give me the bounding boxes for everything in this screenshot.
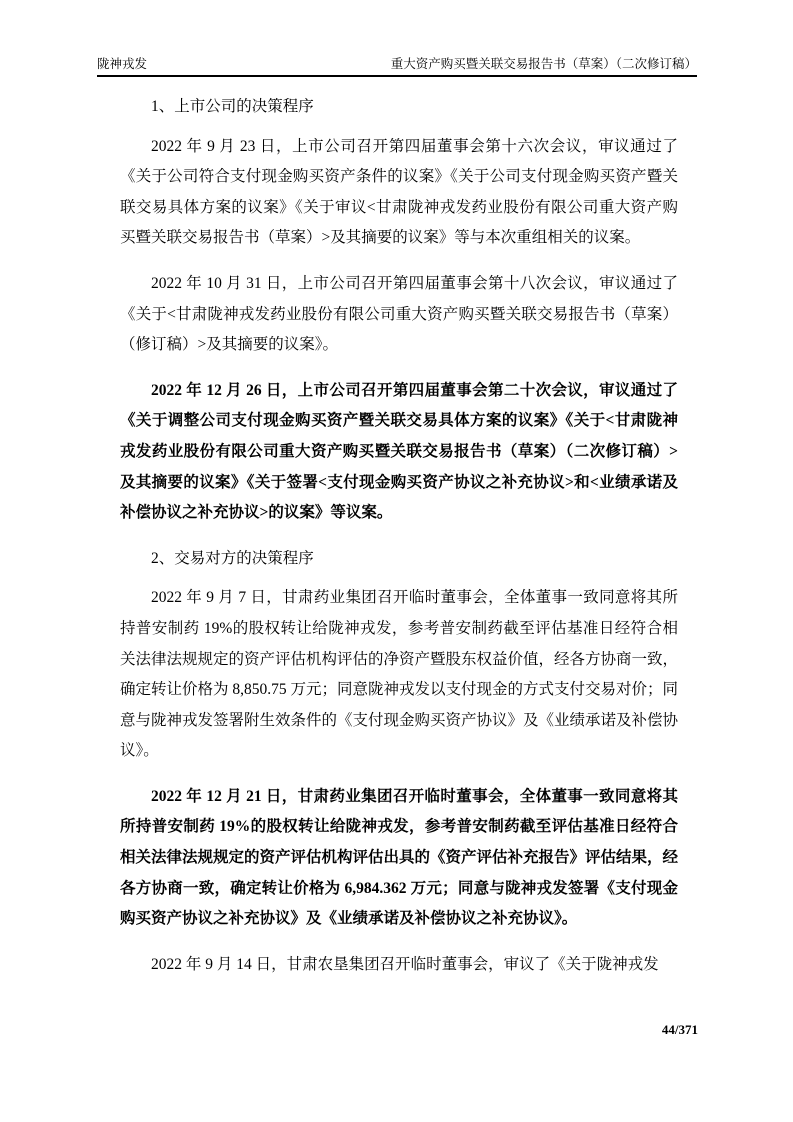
body-paragraph-board-meeting-18: 2022 年 10 月 31 日，上市公司召开第四届董事会第十八次会议，审议通过了《关于<甘肃陇神戎发药业股份有限公司重大资产购买暨关联交易报告书（草案）（修订稿）>及其摘要的议案》。 bbox=[120, 274, 678, 354]
header-document-title: 重大资产购买暨关联交易报告书（草案）（二次修订稿） bbox=[390, 57, 697, 71]
header-company-short-name: 陇神戎发 bbox=[97, 57, 148, 71]
body-paragraph-agri-group-board: 2022 年 9 月 14 日，甘肃农垦集团召开临时董事会，审议了《关于陇神戎发 bbox=[151, 955, 659, 973]
body-paragraph-board-meeting-16: 2022 年 9 月 23 日，上市公司召开第四届董事会第十六次会议，审议通过了《关于公司符合支付现金购买资产条件的议案》《关于公司支付现金购买资产暨关联交易具体方案的议案》《关于审议<甘肃陇神戎发药业股份有限公司重大资产购买暨关联交易报告书（草案）>及其摘要的议案》等与本次重组相关的议案。 bbox=[120, 137, 678, 247]
section-heading-counterparty-procedure: 2、交易对方的决策程序 bbox=[151, 549, 314, 567]
page-footer bbox=[662, 1022, 698, 1038]
section-heading-listed-company-procedure: 1、上市公司的决策程序 bbox=[151, 98, 314, 115]
body-paragraph-pharma-group-board-supplement-bold: 2022 年 12 月 21 日，甘肃药业集团召开临时董事会，全体董事一致同意将其所持普安制药 19%的股权转让给陇神戎发，参考普安制药截至评估基准日经符合相关法律法规规定的资产评估机构评估出具的《资产评估补充报告》评估结果，经各方协商一致，确定转让价格为 6,984.362 万元；同意与陇神戎发签署《支付现金购买资产协议之补充协议》及《业绩承诺及补偿协议之补充协议》。 bbox=[120, 787, 679, 928]
document-body bbox=[120, 92, 678, 995]
page-number: 44/371 bbox=[661, 1022, 698, 1037]
page-header bbox=[97, 56, 697, 77]
body-paragraph-pharma-group-board: 2022 年 9 月 7 日，甘肃药业集团召开临时董事会，全体董事一致同意将其所持普安制药 19%的股权转让给陇神戎发，参考普安制药截至评估基准日经符合相关法律法规规定的资产评估机构评估的净资产暨股东权益价值，经各方协商一致，确定转让价格为 8,850.75 万元；同意陇神戎发以支付现金的方式支付交易对价；同意与陇神戎发签署附生效条件的《支付现金购买资产协议》及《业绩承诺及补偿协议》。 bbox=[120, 589, 679, 760]
body-paragraph-board-meeting-20-bold: 2022 年 12 月 26 日，上市公司召开第四届董事会第二十次会议，审议通过了《关于调整公司支付现金购买资产暨关联交易具体方案的议案》《关于<甘肃陇神戎发药业股份有限公司重大资产购买暨关联交易报告书（草案）（二次修订稿）>及其摘要的议案》《关于签署<支付现金购买资产协议之补充协议>和<业绩承诺及补偿协议之补充协议>的议案》等议案。 bbox=[120, 381, 678, 522]
